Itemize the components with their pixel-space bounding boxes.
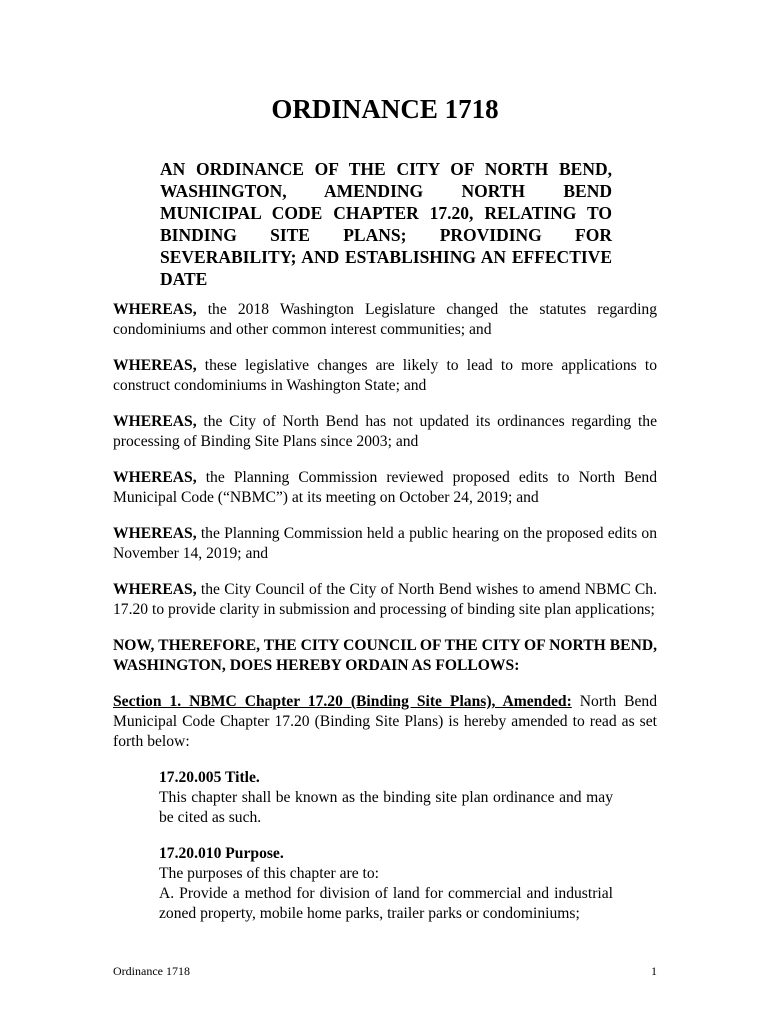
whereas-paragraph [113,412,657,452]
whereas-paragraph [113,524,657,564]
code-section-line: The purposes of this chapter are to: [159,865,379,882]
whereas-text: the Planning Commission held a public hearing on the proposed edits on November 14, 2019; and [113,525,657,562]
code-section-title [159,768,613,828]
whereas-text: the Planning Commission reviewed proposed edits to North Bend Municipal Code (“NBMC”) at its meeting on October 24, 2019; and [113,469,657,506]
code-section-heading: 17.20.010 Purpose. [159,845,284,862]
now-therefore-clause: NOW, THEREFORE, THE CITY COUNCIL OF THE CITY OF NORTH BEND, WASHINGTON, DOES HEREBY ORDAIN AS FOLLOWS: [113,637,657,674]
section-1-paragraph [113,692,657,752]
whereas-paragraph [113,356,657,396]
whereas-lead: WHEREAS, [113,357,197,374]
whereas-text: the 2018 Washington Legislature changed the statutes regarding condominiums and other common interest communities; and [113,301,657,338]
whereas-lead: WHEREAS, [113,469,197,486]
whereas-lead: WHEREAS, [113,301,197,318]
ordinance-subtitle: AN ORDINANCE OF THE CITY OF NORTH BEND, WASHINGTON, AMENDING NORTH BEND MUNICIPAL CODE CHAPTER 17.20, RELATING TO BINDING SITE PLANS; PROVIDING FOR SEVERABILITY; AND ESTABLISHING AN EFFECTIVE DATE [160,159,612,289]
whereas-paragraph [113,300,657,340]
whereas-lead: WHEREAS, [113,413,197,430]
document-title: ORDINANCE 1718 [271,94,499,124]
whereas-paragraph [113,468,657,508]
whereas-text: these legislative changes are likely to lead to more applications to construct condominiums in Washington State; and [113,357,657,394]
whereas-lead: WHEREAS, [113,581,197,598]
whereas-paragraph [113,580,657,620]
code-section-line: This chapter shall be known as the binding site plan ordinance and may be cited as such. [159,789,613,826]
code-section-purpose [159,844,613,924]
footer-page-number: 1 [651,964,657,978]
code-section-line: A. Provide a method for division of land for commercial and industrial zoned property, mobile home parks, trailer parks or condominiums; [159,885,613,922]
whereas-lead: WHEREAS, [113,525,197,542]
document-body [113,300,657,940]
footer-document-name: Ordinance 1718 [113,964,190,978]
code-section-heading: 17.20.005 Title. [159,769,260,786]
whereas-text: the City of North Bend has not updated its ordinances regarding the processing of Binding Site Plans since 2003; and [113,413,657,450]
section-1-heading: Section 1. NBMC Chapter 17.20 (Binding Site Plans), Amended: [113,693,572,710]
whereas-text: the City Council of the City of North Bend wishes to amend NBMC Ch. 17.20 to provide clarity in submission and processing of binding site plan applications; [113,581,657,618]
section-1-text: North Bend Municipal Code Chapter 17.20 (Binding Site Plans) is hereby amended to read as set forth below: [113,693,658,750]
